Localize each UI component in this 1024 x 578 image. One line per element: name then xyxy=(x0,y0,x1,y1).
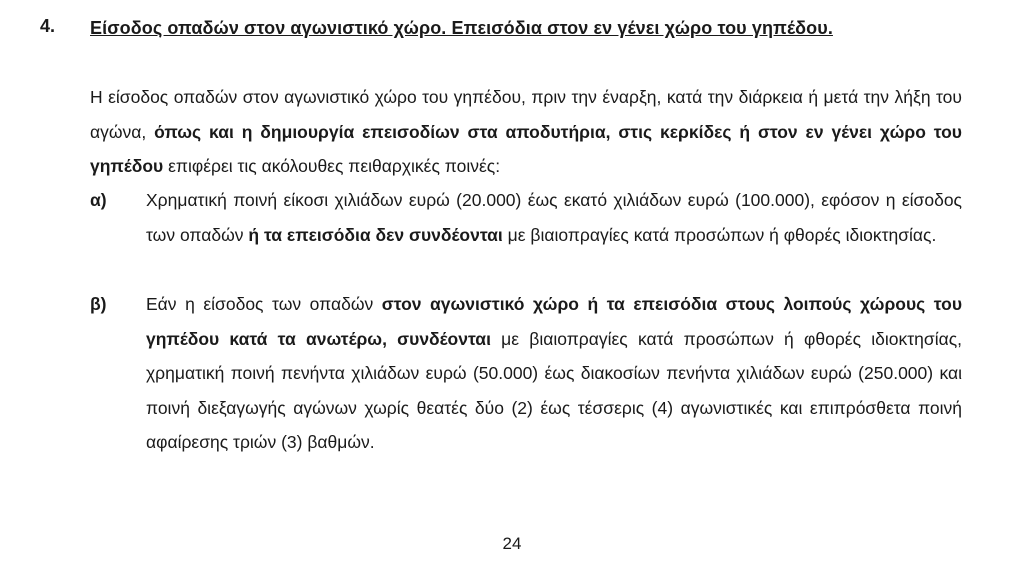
item-a-text-end: με βιαιοπραγίες κατά προσώπων ή φθορές ιδιοκτησίας. xyxy=(502,224,937,245)
list-item-text-b xyxy=(146,287,962,460)
page-number: 24 xyxy=(502,534,522,553)
item-a-text-start: Χρηματική ποινή είκοσι χιλιάδων ευρώ (20.000) έως εκατό χιλιάδων ευρώ (100.000), εφόσον η είσοδος των οπαδών xyxy=(146,190,962,245)
intro-text-end: επιφέρει τις ακόλουθες πειθαρχικές ποινές: xyxy=(163,156,501,176)
section-number: 4. xyxy=(40,16,56,36)
list-item-text-a xyxy=(146,183,962,252)
intro-paragraph xyxy=(90,80,962,184)
item-b-text-end: με βιαιοπραγίες κατά προσώπων ή φθορές ιδιοκτησίας, χρηματική ποινή πενήντα χιλιάδων ευρώ (50.000) έως διακοσίων πενήντα χιλιάδων ευρώ (250.000) και ποινή διεξαγωγής αγώνων χωρίς θεατές δύο (2) έως τέσσερις (4) αγωνιστικές και επιπρόσθετα ποινή αφαίρεσης τριών (3) βαθμών. xyxy=(146,328,962,452)
intro-bold-text: όπως και η δημιουργία επεισοδίων στα αποδυτήρια, στις κερκίδες ή στον εν γένει χώρο του γηπέδου xyxy=(90,121,962,176)
page-top-edge xyxy=(0,0,1024,2)
item-a-bold-text: ή τα επεισόδια δεν συνδέονται xyxy=(248,224,503,245)
section-heading: Είσοδος οπαδών στον αγωνιστικό χώρο. Επεισόδια στον εν γένει χώρο του γηπέδου. xyxy=(90,18,833,38)
item-b-text-start: Εάν η είσοδος των οπαδών xyxy=(146,294,382,314)
item-b-bold-text: στον αγωνιστικό χώρο ή τα επεισόδια στους λοιπούς χώρους του γηπέδου κατά τα ανωτέρω, συνδέονται xyxy=(146,294,963,349)
list-item-label-a: α) xyxy=(90,190,107,210)
list-item-label-b: β) xyxy=(90,294,107,314)
intro-text-start: Η είσοδος οπαδών στον αγωνιστικό χώρο του γηπέδου, πριν την έναρξη, κατά την διάρκεια ή μετά την λήξη του αγώνα, xyxy=(90,87,962,142)
